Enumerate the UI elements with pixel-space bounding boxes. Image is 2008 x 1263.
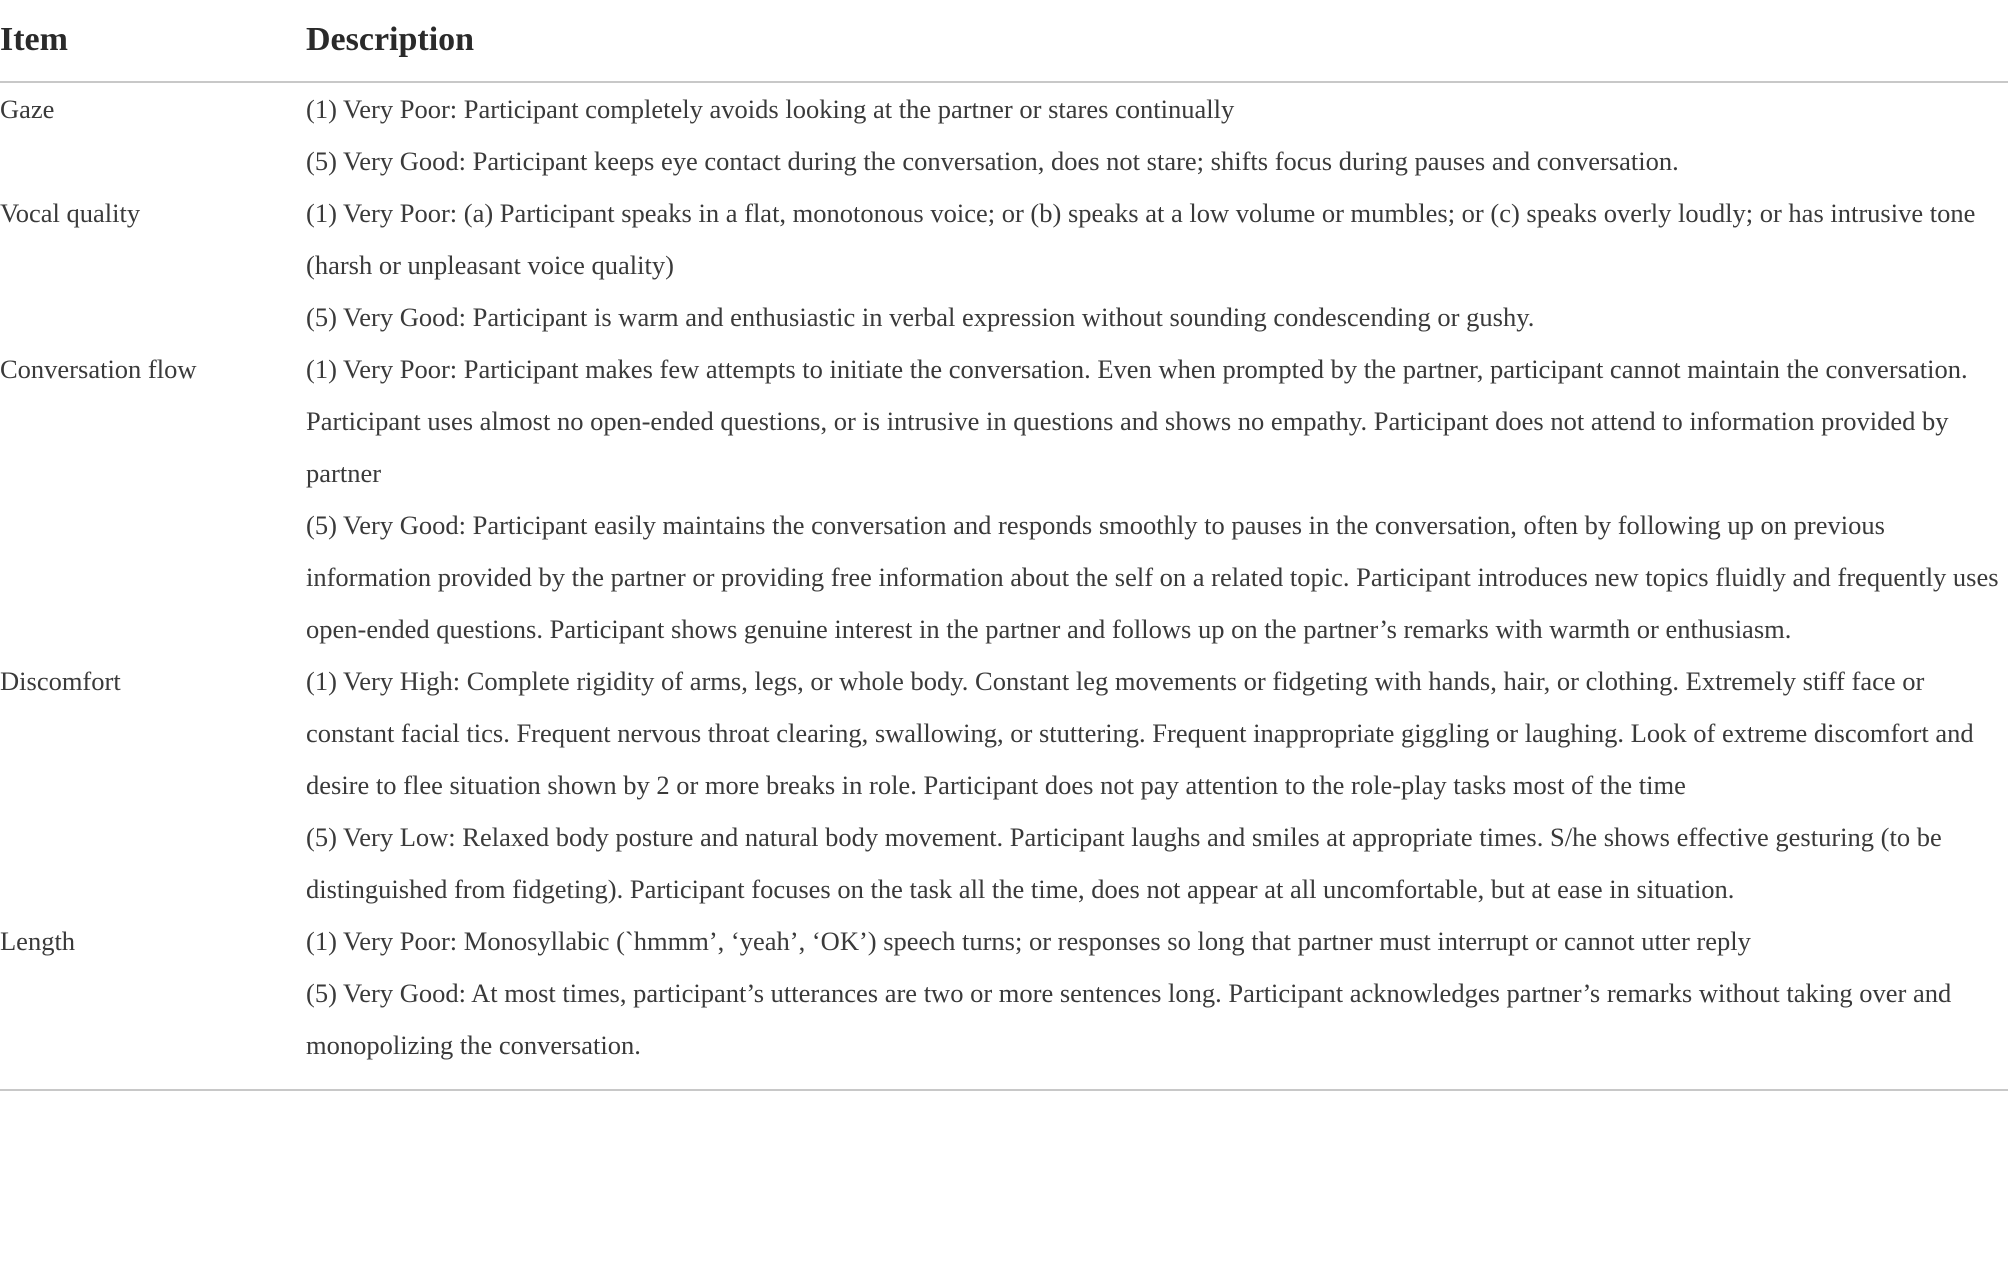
description-cell [306,83,2006,187]
table-bottom-rule [0,1089,2008,1091]
table-row-conversation-flow [0,343,2008,655]
description-very-poor: (1) Very Poor: Participant completely avoids looking at the partner or stares continually [306,94,1235,124]
table-header [0,0,2008,83]
description-very-low: (5) Very Low: Relaxed body posture and natural body movement. Participant laughs and smiles at appropriate times. S/he shows effective gesturing (to be distinguished from fidgeting). Participant focuses on the task all the time, does not appear at all uncomfortable, but at ease in situation. [306,822,1942,904]
description-cell [306,655,2006,915]
description-cell [306,187,2006,343]
table-row-gaze [0,83,2008,187]
description-very-good: (5) Very Good: Participant keeps eye contact during the conversation, does not stare; shifts focus during pauses and conversation. [306,146,1679,176]
table-row-discomfort [0,655,2008,915]
description-cell [306,343,2006,655]
item-cell: Conversation flow [0,354,197,384]
description-very-poor: (1) Very Poor: Participant makes few attempts to initiate the conversation. Even when prompted by the partner, participant cannot maintain the conversation. Participant uses almost no open-ended questions, or is intrusive in questions and shows no empathy. Participant does not attend to information provided by partner [306,354,1968,488]
description-very-poor: (1) Very Poor: Monosyllabic (`hmmm’, ‘yeah’, ‘OK’) speech turns; or responses so long that partner must interrupt or cannot utter reply [306,926,1751,956]
table-body [0,83,2008,1071]
table-row-vocal-quality [0,187,2008,343]
description-very-good: (5) Very Good: Participant is warm and enthusiastic in verbal expression without sounding condescending or gushy. [306,302,1535,332]
description-very-high: (1) Very High: Complete rigidity of arms, legs, or whole body. Constant leg movements or fidgeting with hands, hair, or clothing. Extremely stiff face or constant facial tics. Frequent nervous throat clearing, swallowing, or stuttering. Frequent inappropriate giggling or laughing. Look of extreme discomfort and desire to flee situation shown by 2 or more breaks in role. Participant does not pay attention to the role-play tasks most of the time [306,666,1974,800]
description-cell [306,915,2006,1071]
header-description: Description [306,21,475,58]
item-cell: Discomfort [0,666,121,696]
table-row-length [0,915,2008,1071]
item-cell: Gaze [0,94,55,124]
item-cell: Vocal quality [0,198,141,228]
description-very-good: (5) Very Good: At most times, participant’s utterances are two or more sentences long. Participant acknowledges partner’s remarks without taking over and monopolizing the conversation. [306,978,1952,1060]
description-very-good: (5) Very Good: Participant easily maintains the conversation and responds smoothly to pauses in the conversation, often by following up on previous information provided by the partner or providing free information about the self on a related topic. Participant introduces new topics fluidly and frequently uses open-ended questions. Participant shows genuine interest in the partner and follows up on the partner’s remarks with warmth or enthusiasm. [306,510,1999,644]
header-item: Item [0,21,68,58]
item-cell: Length [0,926,76,956]
description-very-poor: (1) Very Poor: (a) Participant speaks in a flat, monotonous voice; or (b) speaks at a low volume or mumbles; or (c) speaks overly loudly; or has intrusive tone (harsh or unpleasant voice quality) [306,198,1976,280]
